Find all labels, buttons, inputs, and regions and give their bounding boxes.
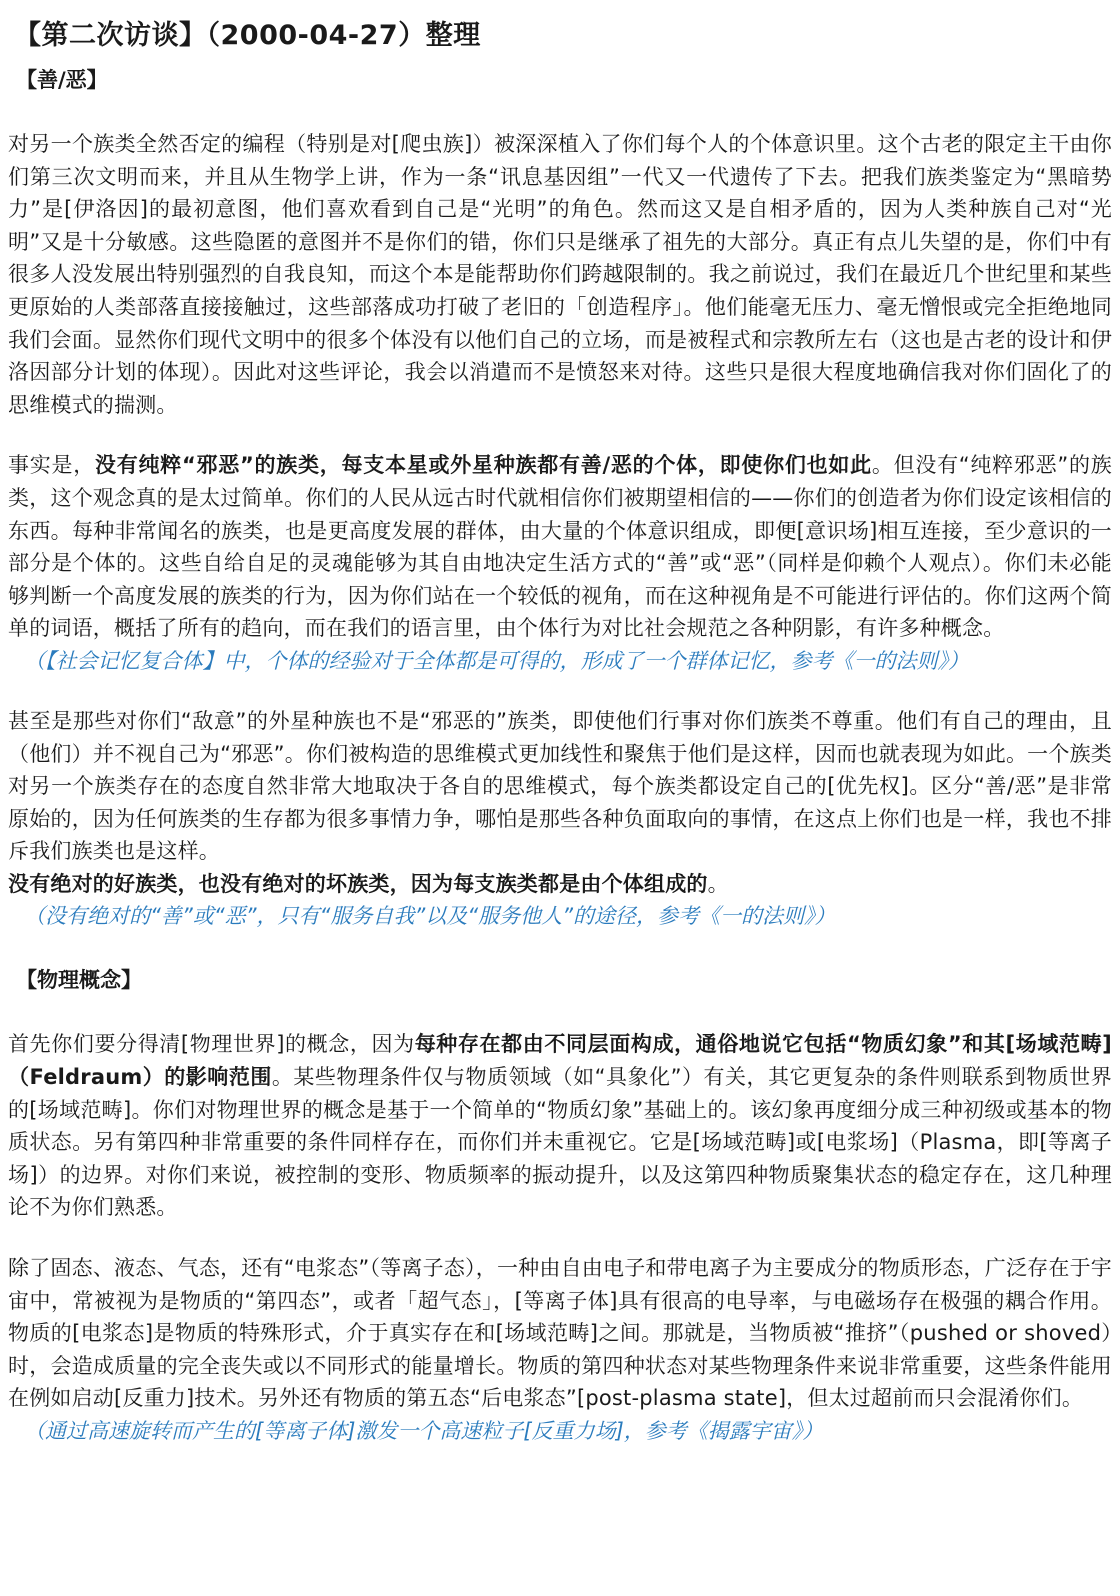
text-run: 。 [707, 871, 729, 896]
text-run: 。但没有“纯粹邪恶”的族类，这个观念真的是太过简单。你们的人民从远古时代就相信你们被期望相信的——你们的创造者为你们设定该相信的东西。每种非常闻名的族类，也是更高度发展的群体，由大量的个体意识组成，即便[意识场]相互连接，至少意识的一部分是个体的。这些自给自足的灵魂能够为其自由地决定生活方式的“善”或“恶”（同样是仰赖个人观点）。你们未必能够判断一个高度发展的族类的行为，因为你们站在一个较低的视角，而在这种视角是不可能进行评估的。你们这两个简单的词语，概括了所有的趋向，而在我们的语言里，由个体行为对比社会规范之各种阴影，有许多种概念。 [8, 453, 1112, 641]
paragraph-text: 对另一个族类全然否定的编程（特别是对[爬虫族]）被深深植入了你们每个人的个体意识里。这个古老的限定主干由你们第三次文明而来，并且从生物学上讲，作为一条“讯息基因组”一代又一代遗传了下去。把我们族类鉴定为“黑暗势力”是[伊洛因]的最初意图，他们喜欢看到自己是“光明”的角色。然而这又是自相矛盾的，因为人类种族自己对“光明”又是十分敏感。这些隐匿的意图并不是你们的错，你们只是继承了祖先的大部分。真正有点儿失望的是，你们中有很多人没发展出特别强烈的自我良知，而这个本是能帮助你们跨越限制的。我之前说过，我们在最近几个世纪里和某些更原始的人类部落直接接触过，这些部落成功打破了老旧的「创造程序」。他们能毫无压力、毫无憎恨或完全拒绝地同我们会面。显然你们现代文明中的很多个体没有以他们自己的立场，而是被程式和宗教所左右（这也是古老的设计和伊洛因部分计划的体现）。因此对这些评论，我会以消遣而不是愤怒来对待。这些只是很大程度地确信我对你们固化了的思维模式的揣测。 [8, 132, 1112, 417]
reference-note: （通过高速旋转而产生的[等离子体]激发一个高速粒子[反重力场]，参考《揭露宇宙》） [24, 1419, 824, 1443]
bold-emphasis: 没有绝对的好族类，也没有绝对的坏族类，因为每支族类都是由个体组成的 [8, 871, 708, 896]
document-title: 【第二次访谈】（2000-04-27）整理 [14, 20, 481, 51]
section-heading-good-evil: 【善/恶】 [16, 68, 108, 92]
bold-emphasis: 没有纯粹“邪恶”的族类，每支本星或外星种族都有善/恶的个体，即使你们也如此 [94, 453, 872, 478]
paragraph-text [8, 449, 1112, 645]
section-heading-physics: 【物理概念】 [16, 968, 142, 993]
paragraph-3 [8, 705, 1112, 933]
paragraph-text [8, 705, 1112, 901]
paragraph-text [8, 1028, 1112, 1224]
paragraph-2 [8, 449, 1112, 677]
paragraph-1 [8, 128, 1112, 421]
paragraph-4 [8, 1028, 1112, 1224]
reference-note: （【社会记忆复合体】中，个体的经验对于全体都是可得的，形成了一个群体记忆，参考《一的法则》） [24, 648, 969, 673]
text-run: 甚至是那些对你们“敌意”的外星种族也不是“邪恶的”族类，即使他们行事对你们族类不尊重。他们有自己的理由，且（他们）并不视自己为“邪恶”。你们被构造的思维模式更加线性和聚焦于他们是这样，因而也就表现为如此。一个族类对另一个族类存在的态度自然非常大地取决于各自的思维模式，每个族类都设定自己的[优先权]。区分“善/恶”是非常原始的，因为任何族类的生存都为很多事情力争，哪怕是那些各种负面取向的事情，在这点上你们也是一样，我也不排斥我们族类也是这样。 [8, 708, 1112, 864]
paragraph-5 [8, 1252, 1112, 1447]
bold-emphasis: 每种存在都由不同层面构成，通俗地说它包括“物质幻象”和其[场域范畴]（Feldraum）的影响范围 [8, 1032, 1112, 1090]
reference-note: （没有绝对的“善”或“恶”，只有“服务自我”以及“服务他人”的途径，参考《一的法则》） [24, 904, 836, 929]
paragraph-text: 除了固态、液态、气态，还有“电浆态”（等离子态），一种由自由电子和带电离子为主要成分的物质形态，广泛存在于宇宙中，常被视为是物质的“第四态”，或者「超气态」，[等离子体]具有很高的电导率，与电磁场存在极强的耦合作用。物质的[电浆态]是物质的特殊形式，介于真实存在和[场域范畴]之间。那就是，当物质被“推挤”（pushed or shoved）时，会造成质量的完全丧失或以不同形式的能量增长。物质的第四种状态对某些物理条件来说非常重要，这些条件能用在例如启动[反重力]技术。另外还有物质的第五态“后电浆态”[post-plasma state]，但太过超前而只会混淆你们。 [8, 1256, 1112, 1411]
text-run: 。某些物理条件仅与物质领域（如“具象化”）有关，其它更复杂的条件则联系到物质世界的[场域范畴]。你们对物理世界的概念是基于一个简单的“物质幻象”基础上的。该幻象再度细分成三种初级或基本的物质状态。另有第四种非常重要的条件同样存在，而你们并未重视它。它是[场域范畴]或[电浆场]（Plasma，即[等离子场]）的边界。对你们来说，被控制的变形、物质频率的振动提升，以及这第四种物质聚集状态的稳定存在，这几种理论不为你们熟悉。 [8, 1065, 1112, 1220]
text-run: 事实是， [8, 453, 95, 478]
text-run: 首先你们要分得清[物理世界]的概念，因为 [8, 1032, 415, 1057]
